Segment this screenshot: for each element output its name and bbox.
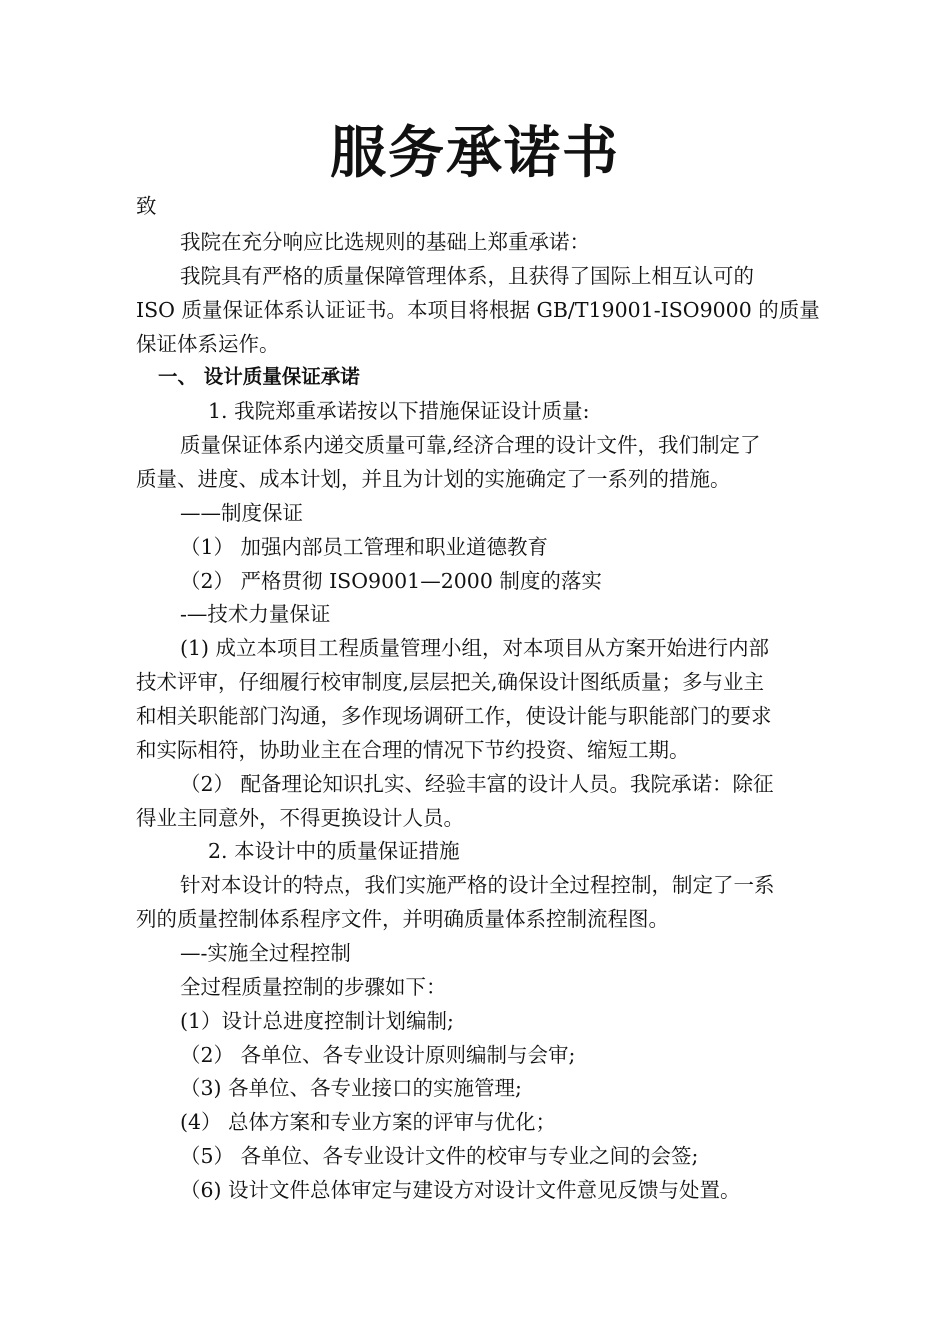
list-item: （1） 加强内部员工管理和职业道德教育 bbox=[180, 535, 549, 559]
list-item: （2） 配备理论知识扎实、经验丰富的设计人员。我院承诺：除征 bbox=[180, 772, 774, 796]
subsection-heading: 2. 本设计中的质量保证措施 bbox=[208, 839, 460, 863]
list-item: （5） 各单位、各专业设计文件的校审与专业之间的会签; bbox=[180, 1144, 699, 1168]
paragraph-line: 和实际相符，协助业主在合理的情况下节约投资、缩短工期。 bbox=[136, 738, 690, 762]
list-item: (1) 成立本项目工程质量管理小组，对本项目从方案开始进行内部 bbox=[180, 636, 770, 660]
subsection-heading: 1. 我院郑重承诺按以下措施保证设计质量: bbox=[208, 399, 590, 423]
document-title: 服务承诺书 bbox=[330, 121, 620, 186]
paragraph-line: 全过程质量控制的步骤如下： bbox=[180, 975, 447, 999]
list-item: （3) 各单位、各专业接口的实施管理; bbox=[180, 1076, 522, 1100]
list-item: (1）设计总进度控制计划编制; bbox=[180, 1009, 454, 1033]
list-heading: -—技术力量保证 bbox=[180, 602, 331, 626]
paragraph-line: 针对本设计的特点，我们实施严格的设计全过程控制，制定了一系 bbox=[180, 873, 775, 897]
list-item: （6) 设计文件总体审定与建设方对设计文件意见反馈与处置。 bbox=[180, 1178, 741, 1202]
section-heading: 一、 设计质量保证承诺 bbox=[158, 365, 360, 388]
paragraph-line: 和相关职能部门沟通，多作现场调研工作，使设计能与职能部门的要求 bbox=[136, 704, 772, 728]
paragraph-line: 我院在充分响应比选规则的基础上郑重承诺： bbox=[180, 230, 590, 254]
list-heading: —-实施全过程控制 bbox=[180, 941, 351, 965]
list-item: （2） 各单位、各专业设计原则编制与会审; bbox=[180, 1043, 576, 1067]
paragraph-line: 得业主同意外，不得更换设计人员。 bbox=[136, 806, 464, 830]
paragraph-line: 技术评审，仔细履行校审制度,层层把关,确保设计图纸质量；多与业主 bbox=[136, 670, 765, 694]
list-heading: ——制度保证 bbox=[180, 501, 303, 525]
list-item: （2） 严格贯彻 ISO9001—2000 制度的落实 bbox=[180, 569, 602, 593]
paragraph-line: 我院具有严格的质量保障管理体系，且获得了国际上相互认可的 bbox=[180, 264, 754, 288]
paragraph-line: 保证体系运作。 bbox=[136, 332, 280, 356]
paragraph-line: 质量、进度、成本计划，并且为计划的实施确定了一系列的措施。 bbox=[136, 467, 731, 491]
paragraph-line: 质量保证体系内递交质量可靠,经济合理的设计文件，我们制定了 bbox=[180, 433, 761, 457]
paragraph-line: 列的质量控制体系程序文件，并明确质量体系控制流程图。 bbox=[136, 907, 669, 931]
paragraph-line: ISO 质量保证体系认证证书。本项目将根据 GB/T19001-ISO9000 的质量 bbox=[136, 298, 820, 322]
salutation-line: 致 bbox=[136, 194, 157, 218]
list-item: (4） 总体方案和专业方案的评审与优化； bbox=[180, 1110, 557, 1134]
